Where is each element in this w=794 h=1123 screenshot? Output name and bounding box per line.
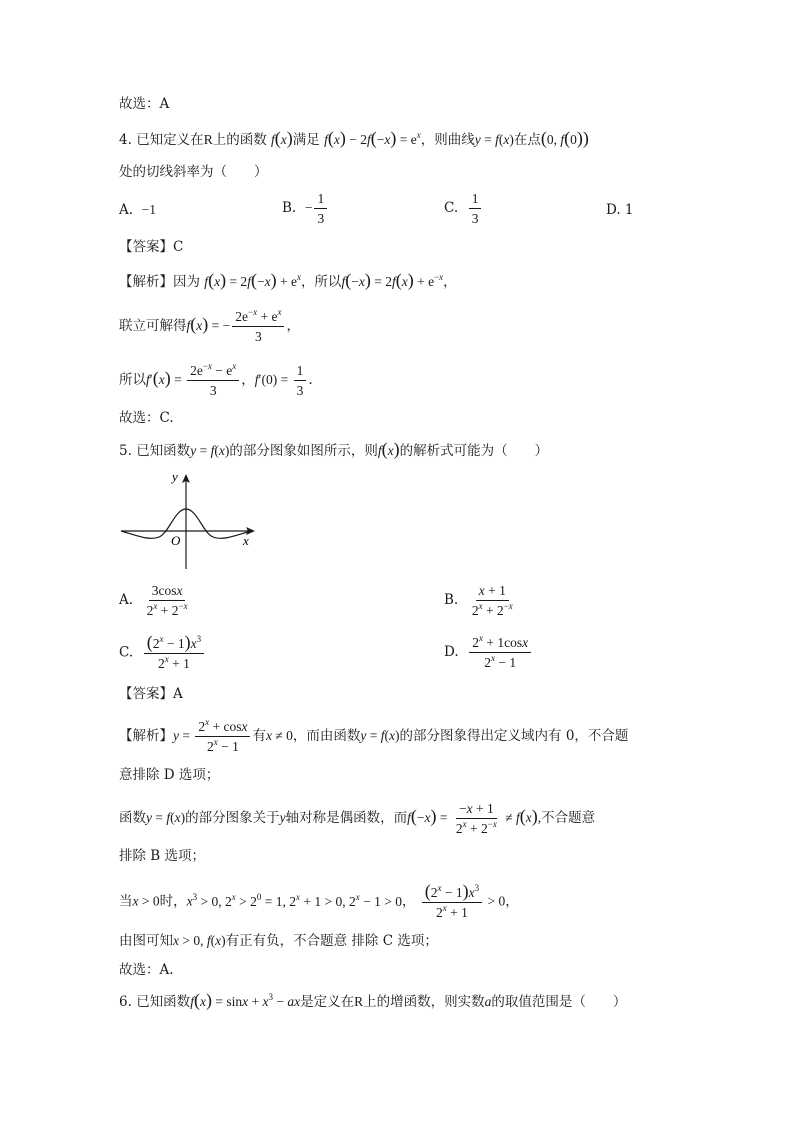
q5-l1-t3: 的部分图象得出定义域内有 0，不合题 [399,728,629,744]
q4-option-b: B. − $\frac{1}{3}$ [282,190,329,227]
q4-set-R: R [203,132,213,147]
q5-l3-t3: 轴对称是偶函数，而 [285,810,408,826]
q4-option-b-sign: − [304,200,313,215]
q4-option-a [119,200,156,220]
q4-analysis-line1: 【解析】因为 $f(x) = 2f(-x) + e^x$，所以$f(-x) = 2f(x) + e^{-x}$， [119,270,457,290]
q4-option-c: C. $\frac{1}{3}$ [444,190,483,227]
q5-stem-c: 的解析式可能为（ ） [399,443,549,459]
q4-stem-d: ，则曲线 [420,132,475,148]
q5-l3-t1: 函数 [119,810,146,826]
q4-number: 4. [119,132,132,148]
q5-l5-t1: 当 [119,893,133,910]
q4-option-c-label: C. [444,200,459,216]
q5-l3-t4: 不合题意 [541,810,596,826]
q4-stem-e: 在点 [513,132,541,148]
q5-l3-t2: 的部分图象关于 [185,810,280,826]
q6-stem: 6. 已知函数$f(x) = \sin x + x^3$ − ax是定义在R上的增函数，则实数a的取值范围是（ ） [119,990,627,1010]
q6-set-R: R [354,994,364,1009]
q5-conclusion: 故选：A. [119,962,174,978]
q5-analysis-line5: 当x > 0时，$x^3 > 0$, $2^x > 2^0 = 1$, $2^x + 1 > 0$, $2^x - 1 > 0$， $\frac{(2^x - 1)x^3}{2^x + 1}$ > 0， [119,881,519,920]
q6-number: 6. [119,994,132,1010]
q5-stem: 5. 已知函数y = f(x)的部分图象如图所示，则f(x)的解析式可能为（ ） [119,439,549,459]
q4-option-b-label: B. [282,200,297,216]
q4-analysis-line3: 所以f′(x) = $\frac{2e^{-x} - e^x}{3}$ ，f′(0) = $\frac{1}{3}$ . [119,361,313,398]
q6-stem-a: 已知函数 [136,994,191,1010]
q4-analysis-line2: 联立可解得f(x) = − $\frac{2e^{-x} + e^x}{3}$ ， [119,307,300,344]
q6-stem-c: 上的增函数，则实数 [363,994,485,1010]
q4-a2-t1: 联立可解得 [119,318,187,334]
q4-analysis-label: 【解析】 [119,274,173,290]
q4-a1-t1: 因为 [173,274,200,290]
q5-number: 5. [119,443,132,459]
q5-l6-t2: 有正有负，不合题意 排除 C 选项； [225,933,438,949]
q5-analysis-line3: 函数y = f(x)的部分图象关于y轴对称是偶函数，而f(−x) = $\frac{-x + 1}{2^x + 2^{-x}}$ ≠ f(x),不合题意 [119,801,596,836]
q5-option-b-label: B. [444,592,459,608]
x-axis-label: x [243,533,249,548]
origin-label: O [171,533,181,548]
q6-stem-b: 是定义在 [300,994,355,1010]
q5-l1-t1: 有 [252,728,266,744]
q5-option-a-label: A. [119,592,134,608]
q5-l5-t2: 时， [159,893,187,910]
q5-analysis-line1: 【解析】y = $\frac{2^x + \cos x}{2^x - 1}$ 有x ≠ 0，而由函数y = f(x)的部分图象得出定义域内有 0，不合题 [119,717,629,754]
q4-a1-t2: ，所以 [300,274,342,290]
q4-stem-c: 满足 [292,132,320,148]
q5-analysis-line2: 意排除 D 选项； [119,767,220,783]
q5-option-b: B. $\frac{x + 1}{2^x + 2^{-x}}$ [444,583,513,618]
q6-stem-d: 的取值范围是（ ） [491,994,627,1010]
q4-stem-line2: 处的切线斜率为（ ） [119,164,268,180]
q4-option-a-label: A. [119,202,134,218]
q5-l6-t1: 由图可知 [119,933,173,949]
q5-stem-b: 的部分图象如图所示，则 [229,443,378,459]
q4-option-a-value: −1 [141,202,157,217]
q5-answer: 【答案】A [119,686,183,702]
q5-analysis-line4: 排除 B 选项； [119,848,206,864]
q5-option-c: C. $\frac{(2^x - 1)x^3}{2^x + 1}$ [119,634,206,672]
q4-option-d: D. 1 [606,202,634,218]
q4-stem-line1: 4. 已知定义在R上的函数 f(x)满足 $f(x) - 2f(-x) = e^x$，则曲线y = f(x)在点(0, f(0)) [119,128,589,148]
q5-l1-t2: ，而由函数 [292,728,361,744]
q5-option-c-label: C. [119,644,134,661]
q4-answer: 【答案】C [119,239,184,255]
q5-option-d: D. $\frac{2^x + 1\cos x}{2^x - 1}$ [444,634,533,671]
q4-conclusion: 故选：C. [119,410,174,426]
q5-option-a: A. $\frac{3\cos x}{2^x + 2^{-x}}$ [119,583,188,618]
q5-stem-a: 已知函数 [136,443,191,459]
prev-answer: 故选：A [119,96,170,112]
q4-a3-t1: 所以 [119,372,146,388]
q5-option-d-label: D. [444,644,459,660]
q4-stem-a: 已知定义在 [136,132,204,148]
y-axis-label: y [172,469,178,484]
q4-stem-b: 上的函数 [212,132,267,148]
q5-analysis-label: 【解析】 [119,728,173,744]
q5-analysis-line6: 由图可知x > 0, f(x)有正有负，不合题意 排除 C 选项； [119,933,438,949]
q5-function-graph [115,465,265,575]
q4-fx: f [271,132,275,147]
